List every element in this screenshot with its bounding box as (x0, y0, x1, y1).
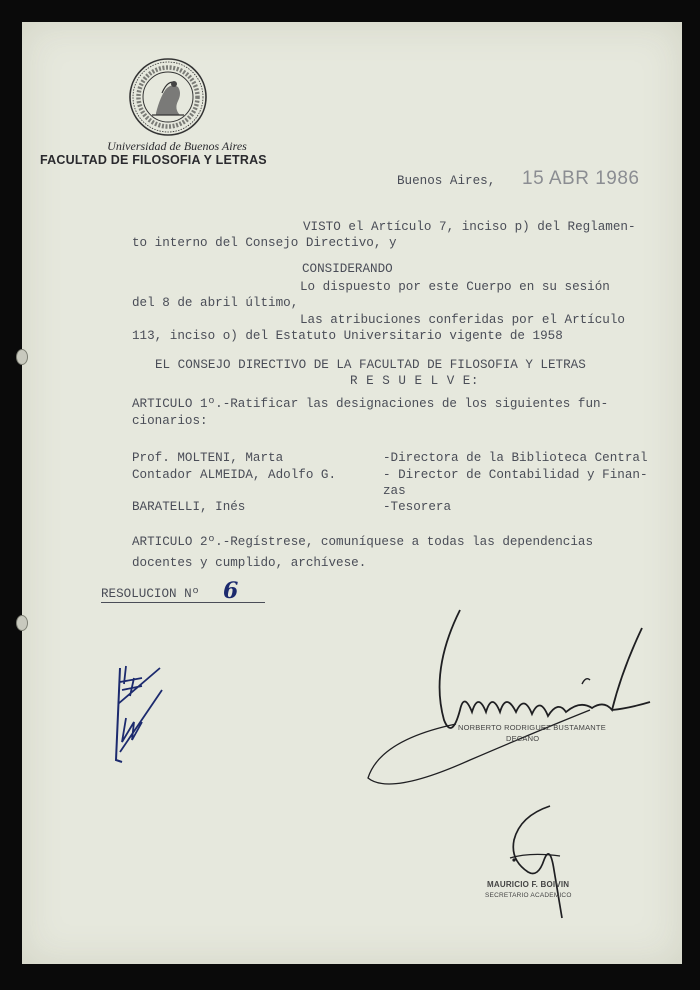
visto-line-1: VISTO el Artículo 7, inciso p) del Reglamen- (303, 220, 636, 234)
resolucion-number: 6 (223, 578, 239, 604)
resuelve-heading: R E S U E L V E: (350, 374, 479, 388)
punch-hole-top (16, 349, 28, 365)
consejo-line: EL CONSEJO DIRECTIVO DE LA FACULTAD DE FILOSOFIA Y LETRAS (155, 358, 586, 372)
considerando-1-line-1: Lo dispuesto por este Cuerpo en su sesión (300, 280, 610, 294)
university-seal (128, 57, 208, 137)
articulo-1-line-1: ARTICULO 1º.-Ratificar las designaciones de los siguientes fun- (132, 397, 609, 411)
appointment-2-role: - Director de Contabilidad y Finan- (383, 468, 648, 482)
visto-line-2: to interno del Consejo Directivo, y (132, 236, 397, 250)
secretary-signature (480, 800, 590, 930)
articulo-1-line-2: cionarios: (132, 414, 208, 428)
appointment-1-name: Prof. MOLTENI, Marta (132, 451, 284, 465)
dean-signature (360, 600, 670, 800)
dean-name: NORBERTO RODRIGUEZ BUSTAMANTE (458, 723, 606, 732)
secretary-name: MAURICIO F. BOIVIN (487, 880, 570, 889)
secretary-title: SECRETARIO ACADEMICO (485, 892, 572, 899)
faculty-name: FACULTAD DE FILOSOFIA Y LETRAS (40, 153, 267, 167)
dean-title: DECANO (506, 734, 540, 743)
date-stamp: 15 ABR 1986 (522, 168, 640, 189)
appointment-2-name: Contador ALMEIDA, Adolfo G. (132, 468, 337, 482)
initials-mark (112, 660, 172, 772)
university-name: Universidad de Buenos Aires (107, 139, 247, 153)
punch-hole-bottom (16, 615, 28, 631)
considerando-1-line-2: del 8 de abril último, (132, 296, 299, 310)
considerando-2-line-1: Las atribuciones conferidas por el Artículo (300, 313, 625, 327)
appointment-3-name: BARATELLI, Inés (132, 500, 246, 514)
appointment-2-role-cont: zas (383, 484, 406, 498)
considerando-heading: CONSIDERANDO (302, 262, 393, 276)
appointment-3-role: -Tesorera (383, 500, 452, 514)
date-place: Buenos Aires, (397, 174, 496, 188)
appointment-1-role: -Directora de la Biblioteca Central (383, 451, 648, 465)
articulo-2-line-1: ARTICULO 2º.-Regístrese, comuníquese a todas las dependencias (132, 535, 594, 549)
resolucion-label: RESOLUCION Nº (101, 587, 265, 603)
articulo-2-line-2: docentes y cumplido, archívese. (132, 556, 367, 570)
considerando-2-line-2: 113, inciso o) del Estatuto Universitario vigente de 1958 (132, 329, 563, 343)
